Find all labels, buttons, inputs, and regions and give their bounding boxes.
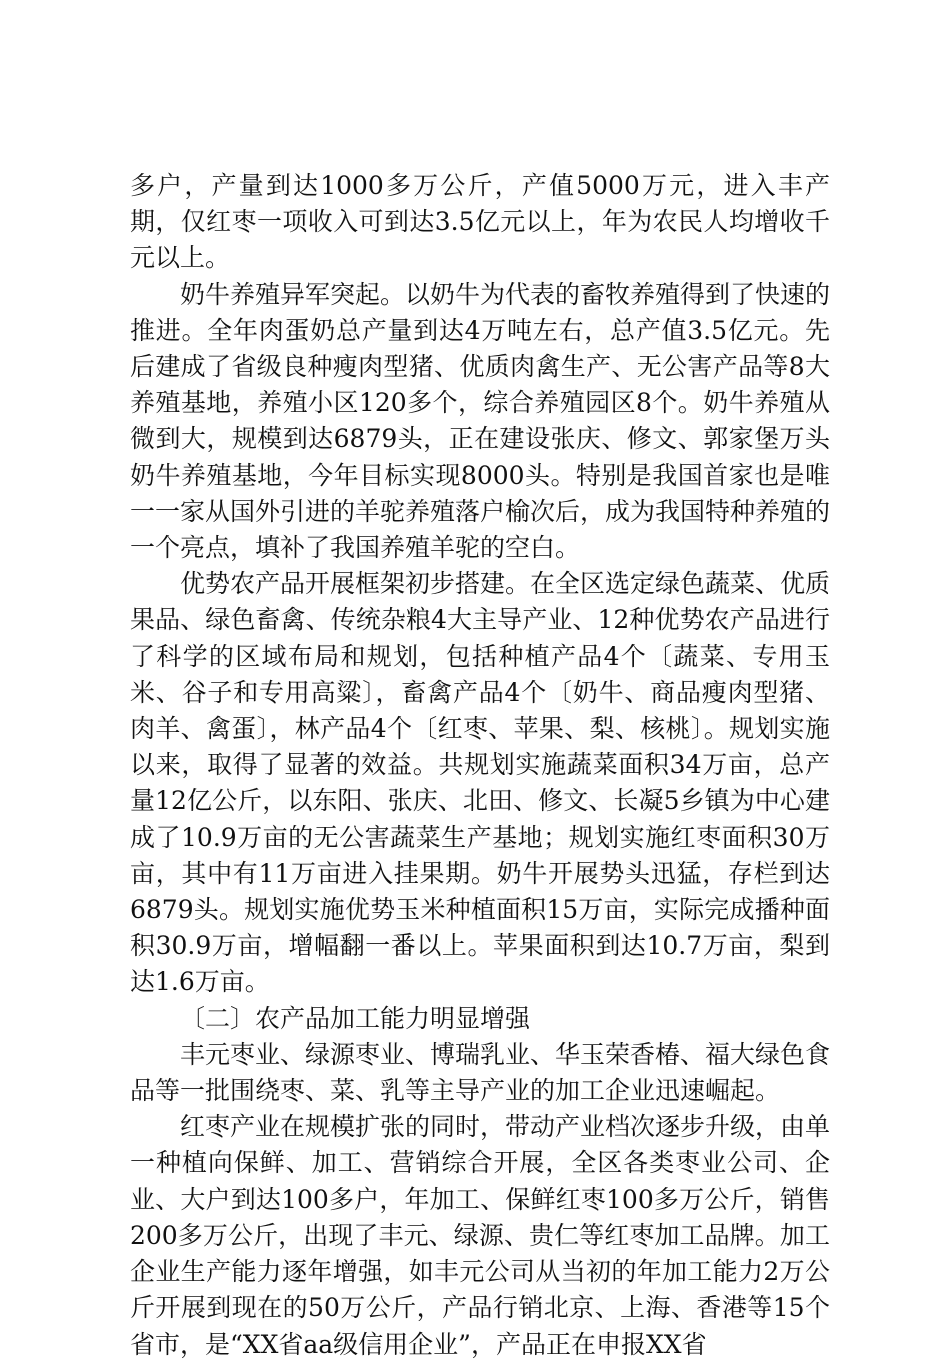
paragraph-continuation: 多户，产量到达1000多万公斤，产值5000万元，进入丰产期，仅红枣一项收入可到达3.5亿元以上，年为农民人均增收千元以上。 bbox=[130, 171, 830, 273]
paragraph-jujube-industry: 红枣产业在规模扩张的同时，带动产业档次逐步升级，由单一种植向保鲜、加工、营销综合开展，全区各类枣业公司、企业、大户到达100多户，年加工、保鲜红枣100多万公斤，销售200多万公斤，出现了丰元、绿源、贵仁等红枣加工品牌。加工企业生产能力逐年增强，如丰元公司从当初的年加工能力2万公斤开展到现在的50万公斤，产品行销北京、上海、香港等15个省市，是“XX省aa级信用企业”，产品正在申报XX省 bbox=[130, 1112, 831, 1359]
paragraph-processing-enterprises: 丰元枣业、绿源枣业、博瑞乳业、华玉荣香椿、福大绿色食品等一批围绕枣、菜、乳等主导产业的加工企业迅速崛起。 bbox=[130, 1039, 831, 1106]
section-heading-processing: 〔二〕农产品加工能力明显增强 bbox=[180, 1003, 531, 1033]
paragraph-advantage-products: 优势农产品开展框架初步搭建。在全区选定绿色蔬菜、优质果品、绿色畜禽、传统杂粮4大主导产业、12种优势农产品进行了科学的区域布局和规划，包括种植产品4个〔蔬菜、专用玉米、谷子和专用高粱〕，畜禽产品4个〔奶牛、商品瘦肉型猪、肉羊、禽蛋〕，林产品4个〔红枣、苹果、梨、核桃〕。规划实施以来，取得了显著的效益。共规划实施蔬菜面积34万亩，总产量12亿公斤，以东阳、张庆、北田、修文、长凝5乡镇为中心建成了10.9万亩的无公害蔬菜生产基地；规划实施红枣面积30万亩，其中有11万亩进入挂果期。奶牛开展势头迅猛，存栏到达6879头。规划实施优势玉米种植面积15万亩，实际完成播种面积30.9万亩，增幅翻一番以上。苹果面积到达10.7万亩，梨到达1.6万亩。 bbox=[130, 569, 831, 997]
document-body bbox=[130, 168, 830, 1363]
paragraph-dairy-farming: 奶牛养殖异军突起。以奶牛为代表的畜牧养殖得到了快速的推进。全年肉蛋奶总产量到达4万吨左右，总产值3.5亿元。先后建成了省级良种瘦肉型猪、优质肉禽生产、无公害产品等8大养殖基地，养殖小区120多个，综合养殖园区8个。奶牛养殖从微到大，规模到达6879头，正在建设张庆、修文、郭家堡万头奶牛养殖基地，今年目标实现8000头。特别是我国首家也是唯一一家从国外引进的羊驼养殖落户榆次后，成为我国特种养殖的一个亮点，填补了我国养殖羊驼的空白。 bbox=[130, 279, 831, 563]
